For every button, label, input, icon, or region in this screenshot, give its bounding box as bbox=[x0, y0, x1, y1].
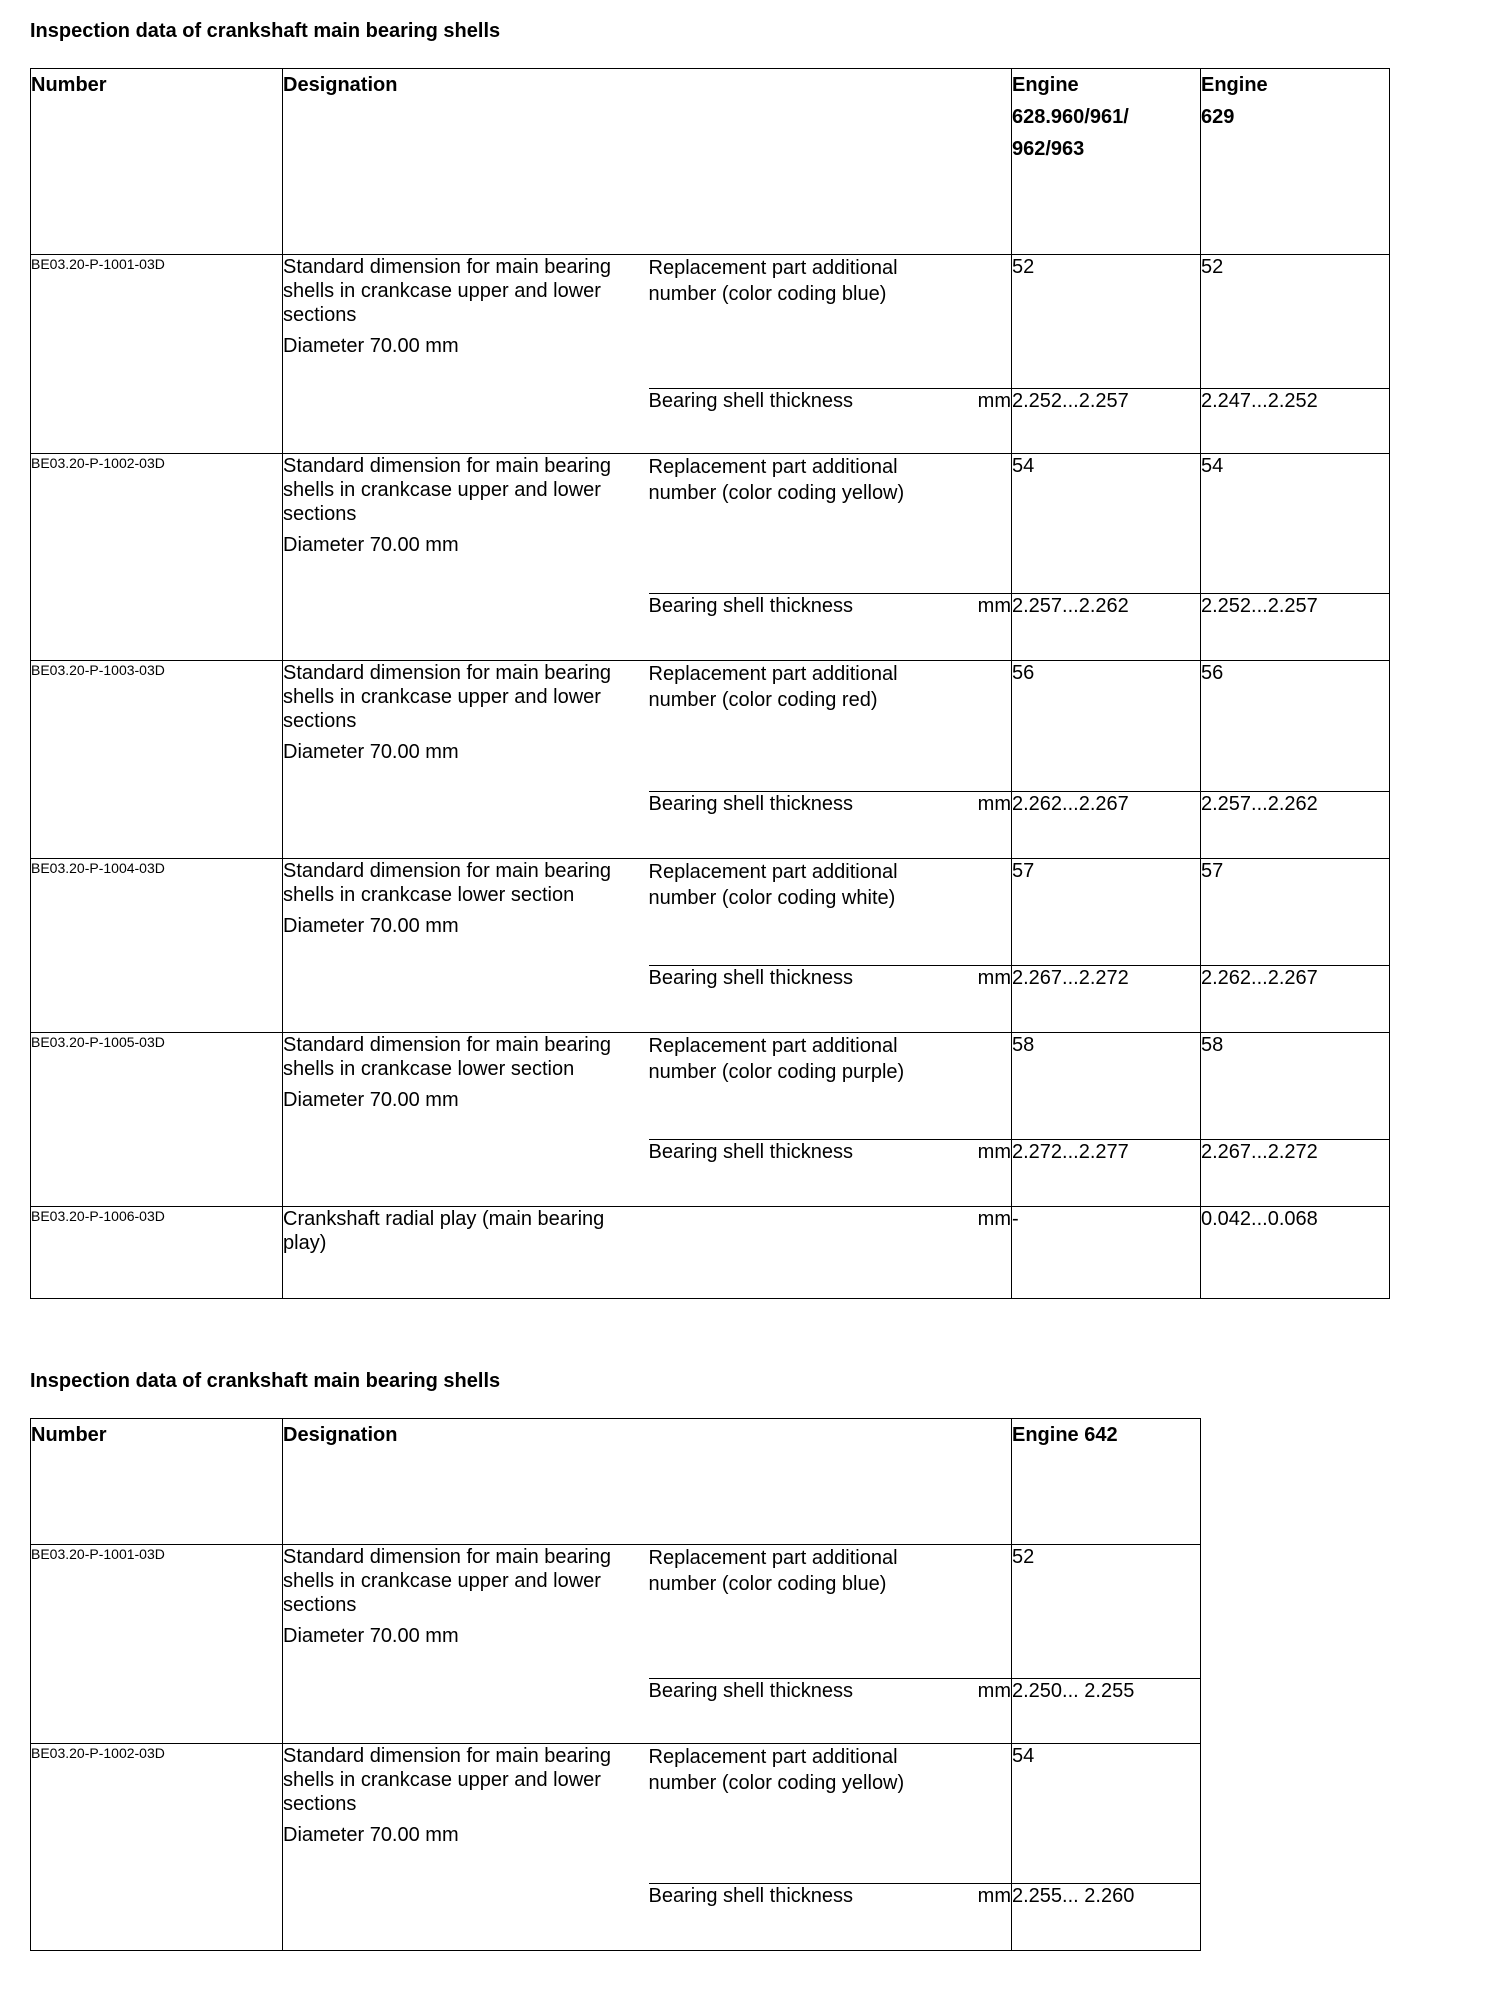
thickness-label: Bearing shell thickness bbox=[649, 389, 884, 454]
replacement-value: 54 bbox=[1201, 454, 1390, 594]
diameter-text: Diameter 70.00 mm bbox=[283, 1625, 459, 1647]
text-line: shells in crankcase upper and lower bbox=[283, 280, 601, 302]
text-line: number (color coding blue) bbox=[648, 283, 887, 305]
text-line: 628.960/961/ bbox=[1012, 106, 1129, 128]
text-line: Standard dimension for main bearing bbox=[283, 1745, 611, 1767]
header-engine bbox=[1012, 1419, 1201, 1545]
row-designation bbox=[283, 255, 649, 454]
text-line: 962/963 bbox=[1012, 138, 1085, 160]
text-line: Replacement part additional bbox=[648, 1547, 898, 1569]
text-line: shells in crankcase upper and lower bbox=[283, 1769, 601, 1791]
header-number: Number bbox=[31, 1419, 283, 1545]
unit-label: mm bbox=[884, 1884, 1012, 1951]
table-row bbox=[31, 1033, 1390, 1140]
diameter-text: Diameter 70.00 mm bbox=[283, 534, 459, 556]
thickness-label: Bearing shell thickness bbox=[649, 1140, 884, 1207]
replacement-label bbox=[649, 1033, 1012, 1140]
text-line: Replacement part additional bbox=[648, 663, 898, 685]
thickness-label: Bearing shell thickness bbox=[649, 1679, 884, 1744]
text-line: Standard dimension for main bearing bbox=[283, 1546, 611, 1568]
text-line: Standard dimension for main bearing bbox=[283, 860, 611, 882]
header-row bbox=[31, 69, 1390, 255]
header-engine bbox=[1012, 69, 1201, 255]
text-line: Replacement part additional bbox=[648, 861, 898, 883]
thickness-value: 2.272...2.277 bbox=[1012, 1140, 1201, 1207]
thickness-label: Bearing shell thickness bbox=[649, 966, 884, 1033]
row-number: BE03.20-P-1001-03D bbox=[31, 1545, 283, 1744]
inspection-table-1 bbox=[30, 68, 1390, 1299]
unit-label: mm bbox=[884, 389, 1012, 454]
text-line: Engine 642 bbox=[1012, 1424, 1118, 1446]
replacement-label bbox=[649, 1545, 1012, 1679]
table-row bbox=[31, 661, 1390, 792]
inspection-table-2 bbox=[30, 1418, 1201, 1951]
thickness-value: 2.252...2.257 bbox=[1012, 389, 1201, 454]
text-line: Standard dimension for main bearing bbox=[283, 662, 611, 684]
thickness-value: 2.252...2.257 bbox=[1201, 594, 1390, 661]
header-row bbox=[31, 1419, 1201, 1545]
text-line: shells in crankcase upper and lower bbox=[283, 686, 601, 708]
thickness-value: 2.257...2.262 bbox=[1012, 594, 1201, 661]
diameter-text: Diameter 70.00 mm bbox=[283, 1089, 459, 1111]
thickness-value: 2.250... 2.255 bbox=[1012, 1679, 1201, 1744]
text-line: Replacement part additional bbox=[648, 1035, 898, 1057]
text-line: Replacement part additional bbox=[648, 456, 898, 478]
table-1-title: Inspection data of crankshaft main bearing shells bbox=[30, 20, 501, 42]
table-row bbox=[31, 859, 1390, 966]
text-line: sections bbox=[283, 1793, 357, 1815]
table-row bbox=[31, 1545, 1201, 1679]
row-number: BE03.20-P-1001-03D bbox=[31, 255, 283, 454]
text-line: number (color coding red) bbox=[648, 689, 878, 711]
text-line: sections bbox=[283, 1594, 357, 1616]
row-number: BE03.20-P-1002-03D bbox=[31, 1744, 283, 1951]
row-number: BE03.20-P-1003-03D bbox=[31, 661, 283, 859]
row-designation bbox=[283, 1033, 649, 1207]
replacement-value: 58 bbox=[1012, 1033, 1201, 1140]
header-designation: Designation bbox=[283, 1419, 1012, 1545]
unit-label: mm bbox=[884, 1140, 1012, 1207]
row-designation bbox=[283, 1207, 649, 1299]
text-line: number (color coding purple) bbox=[648, 1061, 905, 1083]
row-designation bbox=[283, 1545, 649, 1744]
row-designation bbox=[283, 661, 649, 859]
text-line: 629 bbox=[1201, 106, 1235, 128]
replacement-value: 52 bbox=[1012, 1545, 1201, 1679]
header-engine bbox=[1201, 69, 1390, 255]
table-row bbox=[31, 1207, 1390, 1299]
text-line: sections bbox=[283, 503, 357, 525]
replacement-label bbox=[649, 661, 1012, 792]
replacement-value: 57 bbox=[1201, 859, 1390, 966]
thickness-value: 2.262...2.267 bbox=[1201, 966, 1390, 1033]
replacement-value: 58 bbox=[1201, 1033, 1390, 1140]
text-line: shells in crankcase lower section bbox=[283, 884, 575, 906]
thickness-value: 2.267...2.272 bbox=[1201, 1140, 1390, 1207]
diameter-text: Diameter 70.00 mm bbox=[283, 1824, 459, 1846]
replacement-value: 56 bbox=[1201, 661, 1390, 792]
text-line: Crankshaft radial play (main bearing bbox=[283, 1208, 605, 1230]
header-number: Number bbox=[31, 69, 283, 255]
row-number: BE03.20-P-1002-03D bbox=[31, 454, 283, 661]
unit-label: mm bbox=[884, 966, 1012, 1033]
replacement-value: 52 bbox=[1012, 255, 1201, 389]
replacement-value: 56 bbox=[1012, 661, 1201, 792]
diameter-text: Diameter 70.00 mm bbox=[283, 335, 459, 357]
thickness-label: Bearing shell thickness bbox=[649, 1884, 884, 1951]
table-row bbox=[31, 454, 1390, 594]
row-designation bbox=[283, 1744, 649, 1951]
row-number: BE03.20-P-1004-03D bbox=[31, 859, 283, 1033]
unit-label: mm bbox=[884, 792, 1012, 859]
text-line: number (color coding white) bbox=[648, 887, 896, 909]
table-row bbox=[31, 255, 1390, 389]
row-number: BE03.20-P-1005-03D bbox=[31, 1033, 283, 1207]
text-line: shells in crankcase upper and lower bbox=[283, 479, 601, 501]
unit-label: mm bbox=[884, 594, 1012, 661]
diameter-text: Diameter 70.00 mm bbox=[283, 741, 459, 763]
text-line: Standard dimension for main bearing bbox=[283, 455, 611, 477]
text-line: number (color coding yellow) bbox=[648, 1772, 905, 1794]
text-line: shells in crankcase upper and lower bbox=[283, 1570, 601, 1592]
diameter-text: Diameter 70.00 mm bbox=[283, 915, 459, 937]
text-line: Replacement part additional bbox=[648, 257, 898, 279]
replacement-value: 57 bbox=[1012, 859, 1201, 966]
text-line: sections bbox=[283, 710, 357, 732]
thickness-label: Bearing shell thickness bbox=[649, 792, 884, 859]
replacement-label bbox=[649, 859, 1012, 966]
row-designation bbox=[283, 454, 649, 661]
text-line: sections bbox=[283, 304, 357, 326]
text-line: play) bbox=[283, 1232, 327, 1254]
play-value: - bbox=[1012, 1207, 1201, 1299]
table-row bbox=[31, 1744, 1201, 1884]
play-value: 0.042...0.068 bbox=[1201, 1207, 1390, 1299]
text-line: Replacement part additional bbox=[648, 1746, 898, 1768]
empty-cell bbox=[649, 1207, 884, 1299]
thickness-label: Bearing shell thickness bbox=[649, 594, 884, 661]
row-designation bbox=[283, 859, 649, 1033]
thickness-value: 2.267...2.272 bbox=[1012, 966, 1201, 1033]
thickness-value: 2.262...2.267 bbox=[1012, 792, 1201, 859]
text-line: number (color coding blue) bbox=[648, 1573, 887, 1595]
header-designation: Designation bbox=[283, 69, 1012, 255]
thickness-value: 2.247...2.252 bbox=[1201, 389, 1390, 454]
text-line: shells in crankcase lower section bbox=[283, 1058, 575, 1080]
unit-label: mm bbox=[884, 1679, 1012, 1744]
replacement-label bbox=[649, 454, 1012, 594]
replacement-label bbox=[649, 255, 1012, 389]
text-line: Engine bbox=[1012, 74, 1079, 96]
replacement-label bbox=[649, 1744, 1012, 1884]
unit-label: mm bbox=[884, 1207, 1012, 1299]
row-number: BE03.20-P-1006-03D bbox=[31, 1207, 283, 1299]
text-line: Engine bbox=[1201, 74, 1268, 96]
replacement-value: 54 bbox=[1012, 454, 1201, 594]
thickness-value: 2.257...2.262 bbox=[1201, 792, 1390, 859]
text-line: number (color coding yellow) bbox=[648, 482, 905, 504]
text-line: Standard dimension for main bearing bbox=[283, 1034, 611, 1056]
text-line: Standard dimension for main bearing bbox=[283, 256, 611, 278]
thickness-value: 2.255... 2.260 bbox=[1012, 1884, 1201, 1951]
replacement-value: 52 bbox=[1201, 255, 1390, 389]
replacement-value: 54 bbox=[1012, 1744, 1201, 1884]
table-2-title: Inspection data of crankshaft main bearing shells bbox=[30, 1370, 501, 1392]
